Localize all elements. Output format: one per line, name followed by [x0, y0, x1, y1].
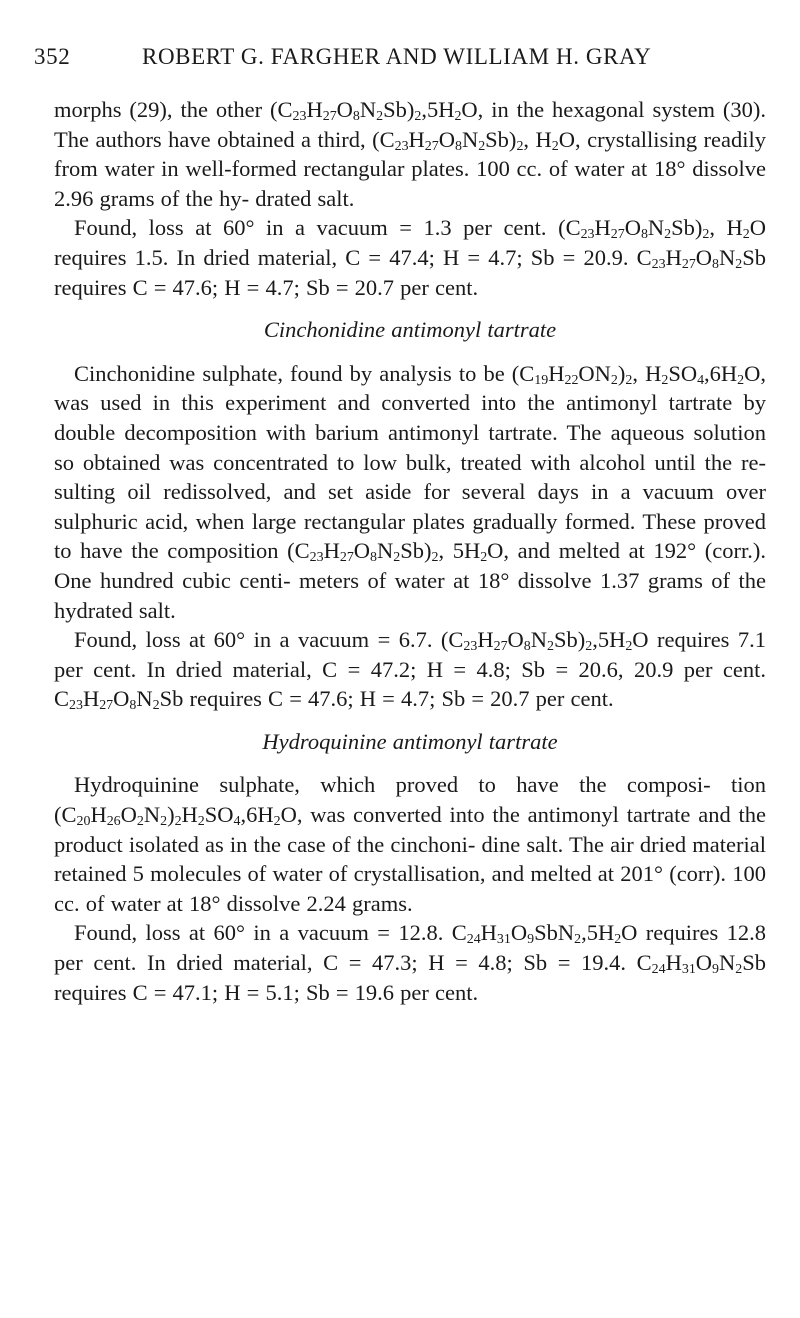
paragraph: Found, loss at 60° in a vacuum = 12.8. $C_{24}H_{31}O_9SbN_2,5H_2O$ requires 12.8 per cent. In dried material, C = 47.3; H = 4.8; Sb = 19.4. $C_{24}H_{31}O_9N_2Sb$ requires C = 47.1; H = 5.1; Sb = 19.6 per cent.: [54, 920, 767, 1005]
paragraph: Found, loss at 60° in a vacuum = 1.3 per cent. $(C_{23}H_{27}O_8N_2Sb)_2$, $H_2O$ requires 1.5. In dried material, C = 47.4; H = 4.7; Sb = 20.9. $C_{23}H_{27}O_8N_2Sb$ requires C = 47.6; H = 4.7; Sb = 20.7 per cent.: [54, 215, 766, 300]
paragraph: Found, loss at 60° in a vacuum = 6.7. $(C_{23}H_{27}O_8N_2Sb)_2,5H_2O$ requires 7.1 per cent. In dried material, C = 47.2; H = 4.8; Sb = 20.6, 20.9 per cent. $C_{23}H_{27}O_8N_2Sb$ requires C = 47.6; H = 4.7; Sb = 20.7 per cent.: [54, 627, 766, 714]
section-heading: Hydroquinine antimonyl tartrate: [262, 728, 558, 754]
section-heading: Cinchonidine antimonyl tartrate: [263, 317, 557, 343]
article-body: [54, 95, 766, 1007]
running-head-title: ROBERT G. FARGHER AND WILLIAM H. GRAY: [142, 44, 652, 69]
page-number: 352: [34, 44, 71, 69]
paragraph: morphs (29), the other $(C_{23}H_{27}O_8N_2Sb)_2,5H_2O$, in the hexagonal system (30). The authors have obtained a third, $(C_{23}H_{27}O_8N_2Sb)_2$, $H_2O$, crystallising readily from water in well-formed rectangular plates. 100 cc. of water at 18° dissolve 2.96 grams of the hy- drated salt.: [54, 97, 767, 211]
running-header: [34, 44, 766, 78]
paragraph: Cinchonidine sulphate, found by analysis to be $(C_{19}H_{22}ON_2)_2$, $H_2SO_4,6H_2O$, was used in this experiment and converted into the antimonyl tartrate by double decomposition with barium antimonyl tartrate. The aqueous solution so obtained was concentrated to low bulk, treated with alcohol until the re- sulting oil redissolved, and set aside for several days in a vacuum over sulphuric acid, when large rectangular plates gradually formed. These proved to have the composition $(C_{23}H_{27}O_8N_2Sb)_2$, $5H_2O$, and melted at 192° (corr.). One hundred cubic centi- meters of water at 18° dissolve 1.37 grams of the hydrated salt.: [54, 360, 767, 623]
paragraph: Hydroquinine sulphate, which proved to have the composi- tion $(C_{20}H_{26}O_2N_2)_2H_2SO_4,6H_2O$, was converted into the antimonyl tartrate and the product isolated as in the case of the cinchoni- dine salt. The air dried material retained 5 molecules of water of crystallisation, and melted at 201° (corr). 100 cc. of water at 18° dissolve 2.24 grams.: [54, 772, 766, 916]
